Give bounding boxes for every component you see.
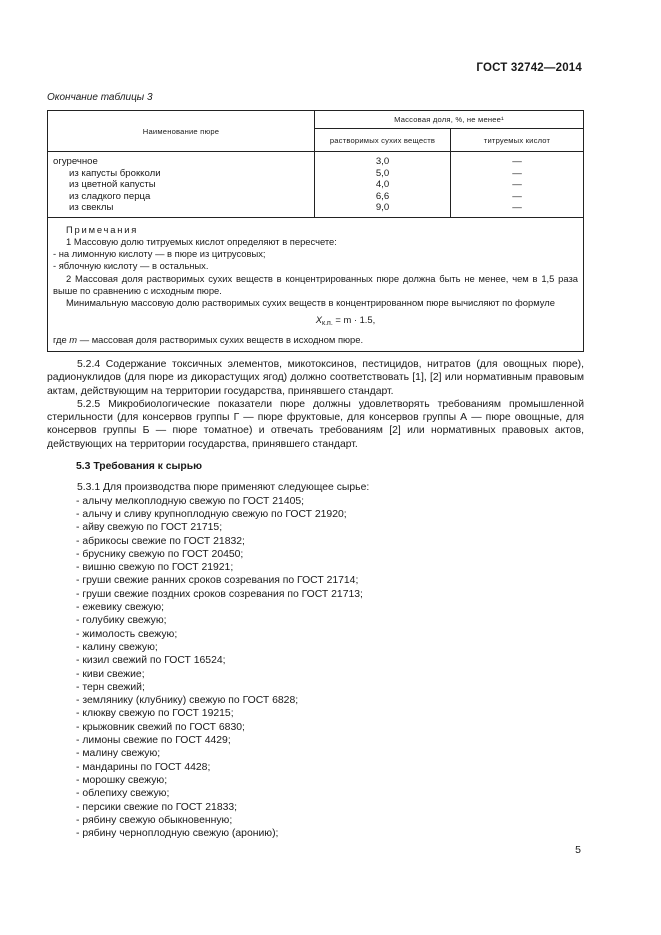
paragraph-5-2-4: 5.2.4 Содержание токсичных элементов, микотоксинов, пестицидов, нитратов (для овощных пюре), радионуклидов (для пюре из дикорастущих ягод) должно соответствовать [1], [2] или нормативным правовым актам, действующим на территории государства, принявшего стандарт. (47, 359, 584, 397)
formula-rest: = m · 1.5, (332, 313, 376, 325)
list-item: - малину свежую; (76, 748, 161, 760)
list-item: - морошку свежую; (76, 774, 168, 786)
note-2: 2 Массовая доля растворимых сухих веществ в концентрированных пюре должна быть не менее, чем в 1,5 раза выше по сравнению с исходным пюре. (53, 272, 578, 296)
row-name: огуречное (53, 156, 98, 167)
document-code-header: ГОСТ 32742—2014 (476, 62, 582, 74)
list-item: - жимолость свежую; (76, 628, 178, 640)
column-header-mass-fraction: Массовая доля, %, не менее¹ (315, 111, 584, 129)
soluble-value: 5,0 (375, 167, 390, 179)
list-item: - алычу мелкоплодную свежую по ГОСТ 21405; (76, 495, 305, 507)
formula-variable: X (315, 313, 323, 325)
list-item: - персики свежие по ГОСТ 21833; (76, 801, 238, 813)
names-cell (48, 152, 315, 218)
list-item: - клюкву свежую по ГОСТ 19215; (76, 708, 234, 720)
table-notes (48, 217, 584, 352)
soluble-value: 4,0 (375, 179, 390, 190)
soluble-values-cell (315, 152, 451, 218)
list-item: - голубику свежую; (76, 615, 167, 627)
acid-value: — (512, 167, 522, 179)
paragraph-5-3-1: 5.3.1 Для производства пюре применяют следующее сырье: (77, 482, 370, 494)
list-item: - рябину свежую обыкновенную; (76, 814, 233, 826)
list-item: - абрикосы свежие по ГОСТ 21832; (76, 535, 245, 547)
list-item: - лимоны свежие по ГОСТ 4429; (76, 735, 231, 747)
row-name: из капусты брокколи (69, 167, 161, 179)
list-item: - бруснику свежую по ГОСТ 20450; (76, 548, 244, 560)
soluble-value: 6,6 (375, 190, 390, 202)
list-item: - алычу и сливу крупноплодную свежую по ГОСТ 21920; (76, 508, 347, 520)
where-text: — массовая доля растворимых сухих веществ в исходном пюре. (77, 333, 364, 345)
list-item: - груши свежие поздних сроков созревания по ГОСТ 21713; (76, 588, 363, 600)
list-item: - айву свежую по ГОСТ 21715; (76, 522, 223, 534)
list-item: - калину свежую; (76, 641, 158, 653)
list-item: - киви свежие; (76, 668, 145, 680)
list-item: - землянику (клубнику) свежую по ГОСТ 6828; (76, 695, 299, 707)
list-item: - мандарины по ГОСТ 4428; (76, 761, 211, 773)
note-1: 1 Массовую долю титруемых кислот определяют в пересчете: (66, 235, 337, 247)
column-header-name: Наименование пюре (48, 111, 315, 152)
list-item: - вишню свежую по ГОСТ 21921; (76, 562, 234, 574)
soluble-value: 3,0 (375, 156, 390, 167)
formula-where (53, 334, 578, 346)
row-name: из сладкого перца (69, 190, 151, 202)
body-text (47, 358, 584, 840)
column-header-soluble-solids: растворимых сухих веществ (315, 129, 451, 152)
column-header-titratable-acids: титруемых кислот (451, 129, 584, 152)
note-3: Минимальную массовую долю растворимых сухих веществ в концентрированном пюре вычисляют по формуле (66, 297, 555, 309)
page-number: 5 (575, 844, 581, 856)
acid-value: — (512, 202, 522, 213)
composition-table (47, 110, 584, 352)
list-item: - рябину черноплодную свежую (аронию); (76, 828, 279, 840)
table-body-row (48, 152, 584, 218)
soluble-value: 9,0 (375, 202, 390, 213)
notes-heading: Примечания (66, 223, 139, 235)
list-item: - ежевику свежую; (76, 602, 165, 614)
paragraph-5-2-5: 5.2.5 Микробиологические показатели пюре должны удовлетворять требованиям промышленной стерильности (для консервов группы Г — пюре фруктовые, для консервов группы А — пюре овощные, для консервов группы Б — пюре томатное) и отвечать требованиям [2] или нормативных правовых актов, действующих на территории государства, принявшего стандарт. (47, 398, 584, 450)
acid-values-cell (451, 152, 584, 218)
formula-subscript: к.п. (322, 319, 333, 327)
section-title-5-3: 5.3 Требования к сырью (76, 461, 203, 473)
acid-value: — (512, 156, 522, 167)
list-item: - крыжовник свежий по ГОСТ 6830; (76, 721, 245, 733)
acid-value: — (512, 190, 522, 202)
note-1a: - на лимонную кислоту — в пюре из цитрусовых; (53, 248, 266, 260)
table-caption: Окончание таблицы 3 (47, 92, 153, 103)
list-item: - облепиху свежую; (76, 788, 170, 800)
raw-materials-list (47, 495, 584, 841)
row-name: из свеклы (69, 202, 114, 213)
formula (53, 310, 578, 334)
note-1b: - яблочную кислоту — в остальных. (53, 260, 209, 272)
list-item: - терн свежий; (76, 681, 145, 693)
list-item: - кизил свежий по ГОСТ 16524; (76, 655, 226, 667)
acid-value: — (512, 179, 522, 190)
where-variable: m (69, 333, 78, 345)
row-name: из цветной капусты (69, 179, 156, 190)
where-prefix: где (53, 333, 70, 345)
list-item: - груши свежие ранних сроков созревания по ГОСТ 21714; (76, 575, 359, 587)
